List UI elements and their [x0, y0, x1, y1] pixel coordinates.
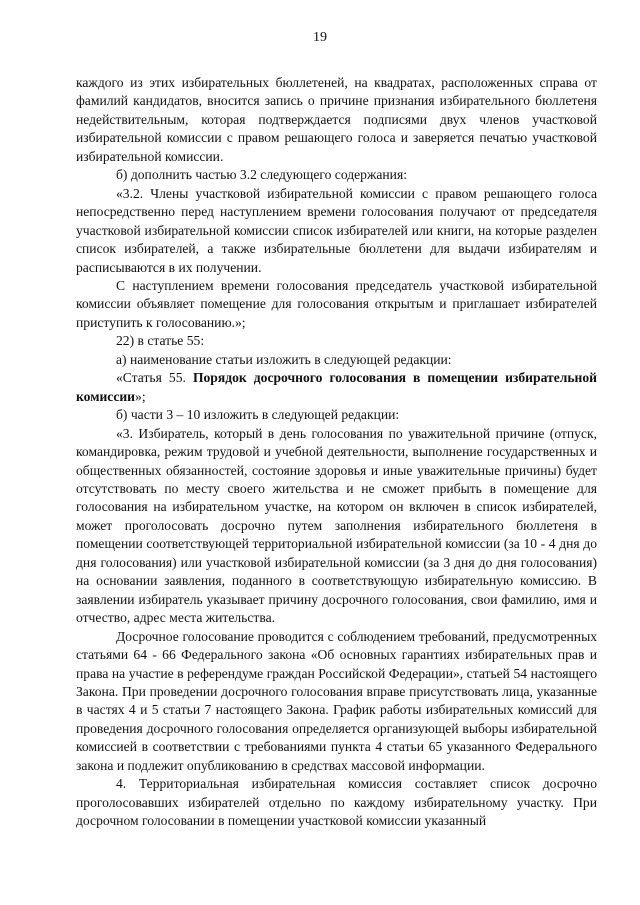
page-number: 19 — [313, 30, 327, 45]
paragraph-ballot-invalid-record: каждого из этих избирательных бюллетеней, на квадратах, расположенных справа от фамилий кандидатов, вносится запись о причине признания избирательного бюллетеня недействительным, которая подтверждается подписями двух членов участковой избирательной комиссии с правом решающего голоса и заверяется печатью участковой избирательной комиссии. — [76, 75, 597, 164]
article-title-suffix: »; — [135, 388, 146, 404]
article-title-bold: Порядок досрочного голосования в помещении избирательной комиссии — [76, 370, 598, 404]
paragraph-amend-part-3-2: б) дополнить частью 3.2 следующего содержания: — [116, 167, 407, 183]
paragraph-early-voting-requirements: Досрочное голосование проводится с соблюдением требований, предусмотренных статьями 64 - 66 Федерального закона «Об основных гарантиях избирательных прав и права на участие в референдуме граждан Российской Федерации», статьей 54 настоящего Закона. При проведении досрочного голосования вправе присутствовать лица, указанные в частях 4 и 5 статьи 7 настоящего Закона. График работы избирательных комиссий для проведения досрочного голосования определяется организующей выборы избирательной комиссией в соответствии с требованиями пункта 4 статьи 65 указанного Федерального закона и подлежит опубликованию в средствах массовой информации. — [76, 628, 597, 773]
paragraph-part-3-early-voting: «3. Избиратель, который в день голосования по уважительной причине (отпуск, командировка, режим трудовой и учебной деятельности, выполнение государственных и общественных обязанностей, состояние здоровья и иные уважительные причины) будет отсутствовать по месту своего жительства и не сможет прибыть в помещение для голосования на избирательном участке, на котором он включен в список избирателей, может проголосовать досрочно путем заполнения избирательного бюллетеня в помещении соответствующей территориальной избирательной комиссии (за 10 - 4 дня до дня голосования) или участковой избирательной комиссии (за 3 дня до дня голосования) на основании заявления, поданного в соответствующую избирательную комиссию. В заявлении избиратель указывает причину досрочного голосования, свои фамилию, имя и отчество, адрес места жительства. — [76, 425, 597, 626]
paragraph-article-title-change: а) наименование статьи изложить в следующей редакции: — [116, 351, 452, 367]
paragraph-part-3-2-text: «3.2. Члены участковой избирательной комиссии с правом решающего голоса непосредственно перед наступлением времени голосования получают от председателя участковой избирательной комиссии список избирателей или книги, на которые разделен список избирателей, а также избирательные бюллетени для выдачи избирателям и расписываются в их получении. — [76, 185, 597, 275]
paragraph-parts-3-10-change: б) части 3 – 10 изложить в следующей редакции: — [116, 407, 400, 423]
paragraph-article-55-title — [76, 369, 597, 406]
paragraph-part-4-list: 4. Территориальная избирательная комиссия составляет список досрочно проголосовавших избирателей отдельно по каждому избирательному участку. При досрочном голосовании в помещении участковой комиссии указанный — [76, 776, 597, 829]
paragraph-voting-start: С наступлением времени голосования председатель участковой избирательной комиссии объявляет помещение для голосования открытым и приглашает избирателей приступить к голосованию.»; — [76, 277, 597, 330]
paragraph-item-22: 22) в статье 55: — [116, 333, 205, 349]
document-body — [76, 74, 597, 831]
article-title-prefix: «Статья 55. — [116, 370, 193, 386]
